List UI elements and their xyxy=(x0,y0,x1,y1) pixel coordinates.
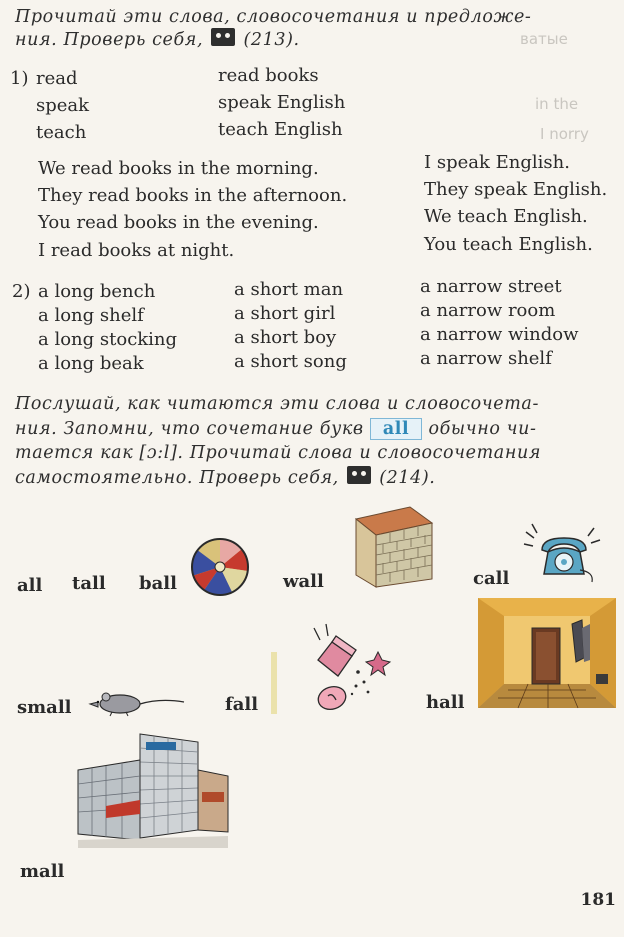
word-speak: speak xyxy=(36,95,90,116)
word-teach: teach xyxy=(36,122,87,143)
sentence-right-2: They speak English. xyxy=(424,179,608,200)
instruction-1 xyxy=(15,6,615,51)
word-ball: ball xyxy=(139,573,177,594)
sentence-right-3: We teach English. xyxy=(424,206,588,227)
phrase-long-stocking: a long stocking xyxy=(38,329,178,350)
word-read: read xyxy=(36,68,78,89)
phrase-teach-english: teach English xyxy=(218,119,343,140)
sentence-right-4: You teach English. xyxy=(424,234,593,255)
phrase-speak-english: speak English xyxy=(218,92,346,113)
highlight-all: all xyxy=(370,418,422,440)
cassette-tape-icon xyxy=(211,28,235,46)
ball-illustration xyxy=(190,536,250,598)
sentence-right-1: I speak English. xyxy=(424,152,570,173)
word-call: call xyxy=(473,568,510,589)
sentence-left-4: I read books at night. xyxy=(38,240,235,261)
phrase-narrow-shelf: a narrow shelf xyxy=(420,348,552,369)
hall-illustration xyxy=(478,598,616,708)
sentence-left-3: You read books in the evening. xyxy=(38,212,319,233)
phrase-narrow-window: a narrow window xyxy=(420,324,579,345)
word-wall: wall xyxy=(283,571,324,592)
word-hall: hall xyxy=(426,692,465,713)
instruction-1-line-2: ния. Проверь себя, xyxy=(15,30,204,50)
cassette-tape-icon xyxy=(347,466,371,484)
sentence-left-2: They read books in the afternoon. xyxy=(38,185,348,206)
phrase-read-books: read books xyxy=(218,65,319,86)
phrase-short-song: a short song xyxy=(234,351,347,372)
section-2-number: 2) xyxy=(12,281,31,302)
bleed-text: I norry xyxy=(540,125,589,143)
phrase-long-bench: a long bench xyxy=(38,281,156,302)
instruction-2-line-3: тается как [ɔ:l]. Прочитай слова и словосочетания xyxy=(15,443,542,463)
instruction-2-line-1: Послушай, как читаются эти слова и словосочета- xyxy=(15,394,539,414)
phrase-long-beak: a long beak xyxy=(38,353,144,374)
word-small: small xyxy=(17,697,72,718)
instruction-2 xyxy=(15,392,620,490)
bleed-text: ватые xyxy=(520,30,568,48)
falling-objects-illustration xyxy=(270,622,394,718)
instruction-2-line-2-end: обычно чи- xyxy=(428,418,537,439)
word-tall: tall xyxy=(72,573,106,594)
word-all: all xyxy=(17,575,43,596)
word-fall: fall xyxy=(225,694,259,715)
instruction-2-track: (214). xyxy=(379,467,436,488)
phrase-narrow-street: a narrow street xyxy=(420,276,562,297)
mall-illustration xyxy=(78,730,228,848)
phrase-short-man: a short man xyxy=(234,279,344,300)
section-1-number: 1) xyxy=(10,68,29,89)
sentence-left-1: We read books in the morning. xyxy=(38,158,319,179)
instruction-2-line-2: ния. Запомни, что сочетание букв xyxy=(15,418,364,439)
phrase-long-shelf: a long shelf xyxy=(38,305,144,326)
bleed-text: in the xyxy=(535,95,579,113)
instruction-2-line-4: самостоятельно. Проверь себя, xyxy=(15,467,339,488)
instruction-1-track: (213). xyxy=(243,30,300,50)
phrase-narrow-room: a narrow room xyxy=(420,300,556,321)
page-number: 181 xyxy=(580,890,616,910)
wall-illustration xyxy=(352,505,434,589)
instruction-1-line-1: Прочитай эти слова, словосочетания и предложе- xyxy=(15,7,532,27)
mouse-illustration xyxy=(90,688,186,718)
word-mall: mall xyxy=(20,861,65,882)
phrase-short-boy: a short boy xyxy=(234,327,337,348)
phrase-short-girl: a short girl xyxy=(234,303,336,324)
telephone-illustration xyxy=(520,522,604,584)
